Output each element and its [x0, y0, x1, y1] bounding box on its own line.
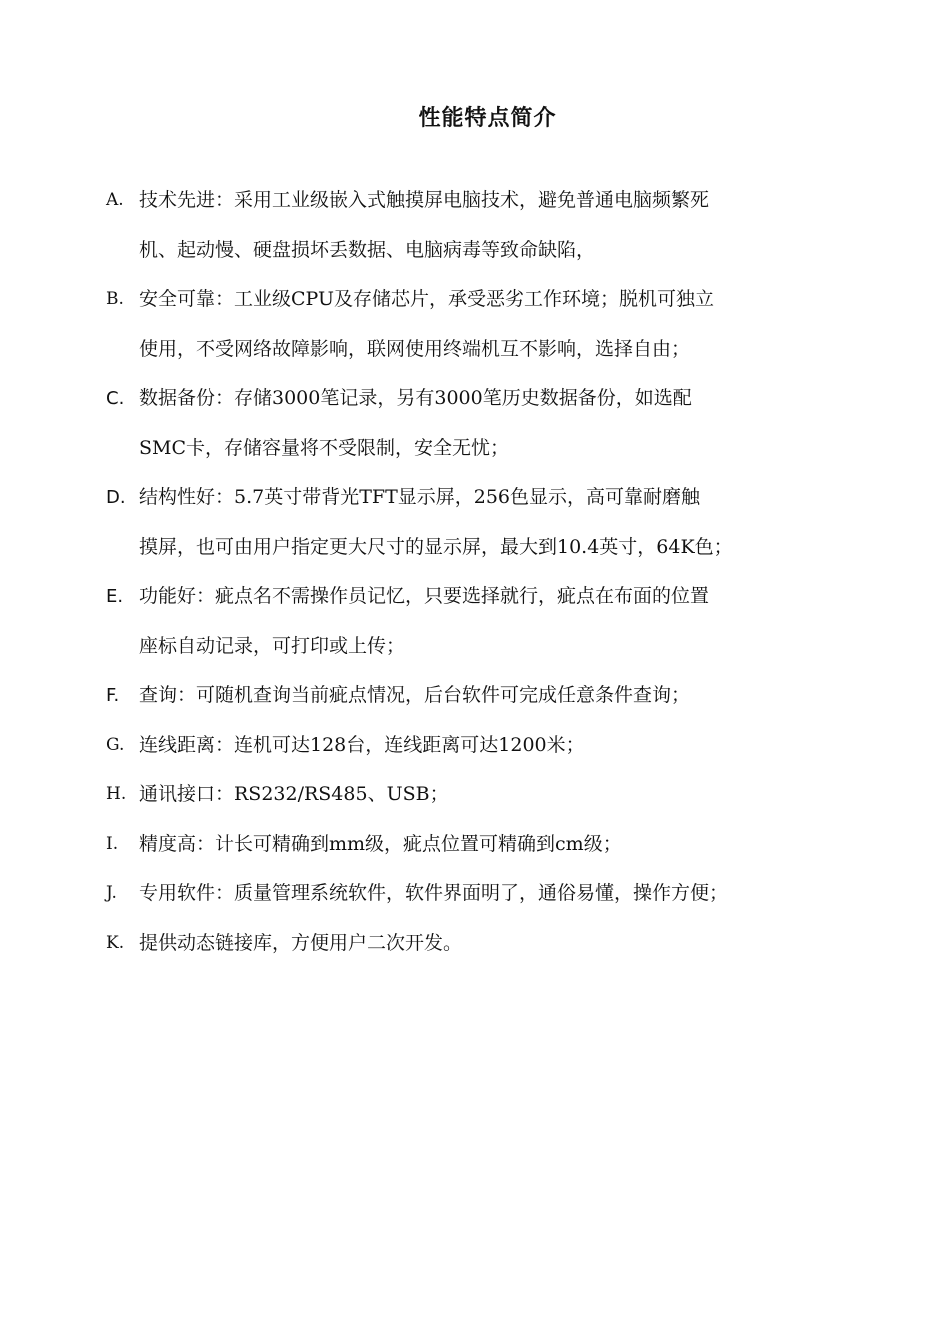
feature-item-i — [106, 820, 836, 870]
feature-item-f — [106, 671, 836, 721]
feature-list — [106, 176, 836, 968]
item-label: K. — [106, 932, 125, 953]
feature-item-a — [106, 176, 836, 275]
feature-item-c — [106, 374, 836, 473]
page-title: 性能特点简介 — [418, 106, 557, 131]
item-text: 数据备份：存储3000笔记录，另有3000笔历史数据备份，如选配 — [139, 387, 692, 409]
item-label: B. — [106, 289, 124, 309]
item-label: F. — [106, 685, 120, 706]
item-text: 通讯接口：RS232/RS485、USB； — [139, 783, 449, 805]
item-text: SMC卡，存储容量将不受限制，安全无忧； — [139, 436, 510, 459]
item-text: 结构性好：5.7英寸带背光TFT显示屏，256色显示，高可靠耐磨触 — [139, 486, 701, 508]
item-text: 机、起动慢、硬盘损坏丢数据、电脑病毒等致命缺陷， — [139, 238, 596, 261]
item-label: G. — [106, 734, 125, 755]
feature-item-k — [106, 919, 836, 969]
item-text: 摸屏，也可由用户指定更大尺寸的显示屏，最大到10.4英寸，64K色； — [139, 535, 733, 558]
item-label: C. — [106, 388, 125, 409]
feature-item-h — [106, 770, 836, 820]
feature-item-g — [106, 721, 836, 771]
feature-item-e — [106, 572, 836, 671]
feature-item-j — [106, 869, 836, 919]
item-label: I. — [106, 833, 119, 854]
item-label: D. — [106, 487, 126, 508]
feature-item-b — [106, 275, 836, 374]
item-text: 连线距离：连机可达128台，连线距离可达1200米； — [139, 733, 585, 756]
item-label: A. — [106, 190, 124, 210]
item-text: 安全可靠：工业级CPU及存储芯片，承受恶劣工作环境；脱机可独立 — [139, 288, 715, 310]
item-text: 功能好：疵点名不需操作员记忆，只要选择就行，疵点在布面的位置 — [139, 585, 710, 607]
item-label: H. — [106, 784, 127, 804]
item-text: 座标自动记录，可打印或上传； — [139, 634, 406, 657]
item-label: J. — [106, 883, 117, 903]
feature-item-d — [106, 473, 836, 572]
item-text: 查询：可随机查询当前疵点情况，后台软件可完成任意条件查询； — [139, 684, 691, 706]
item-label: E. — [106, 586, 124, 607]
item-text: 技术先进：采用工业级嵌入式触摸屏电脑技术，避免普通电脑频繁死 — [139, 189, 710, 211]
item-text: 使用，不受网络故障影响，联网使用终端机互不影响，选择自由； — [139, 337, 691, 360]
item-text: 专用软件：质量管理系统软件，软件界面明了，通俗易懂，操作方便； — [139, 882, 729, 904]
item-text: 精度高：计长可精确到mm级，疵点位置可精确到cm级； — [139, 832, 622, 855]
item-text: 提供动态链接库，方便用户二次开发。 — [139, 931, 463, 954]
